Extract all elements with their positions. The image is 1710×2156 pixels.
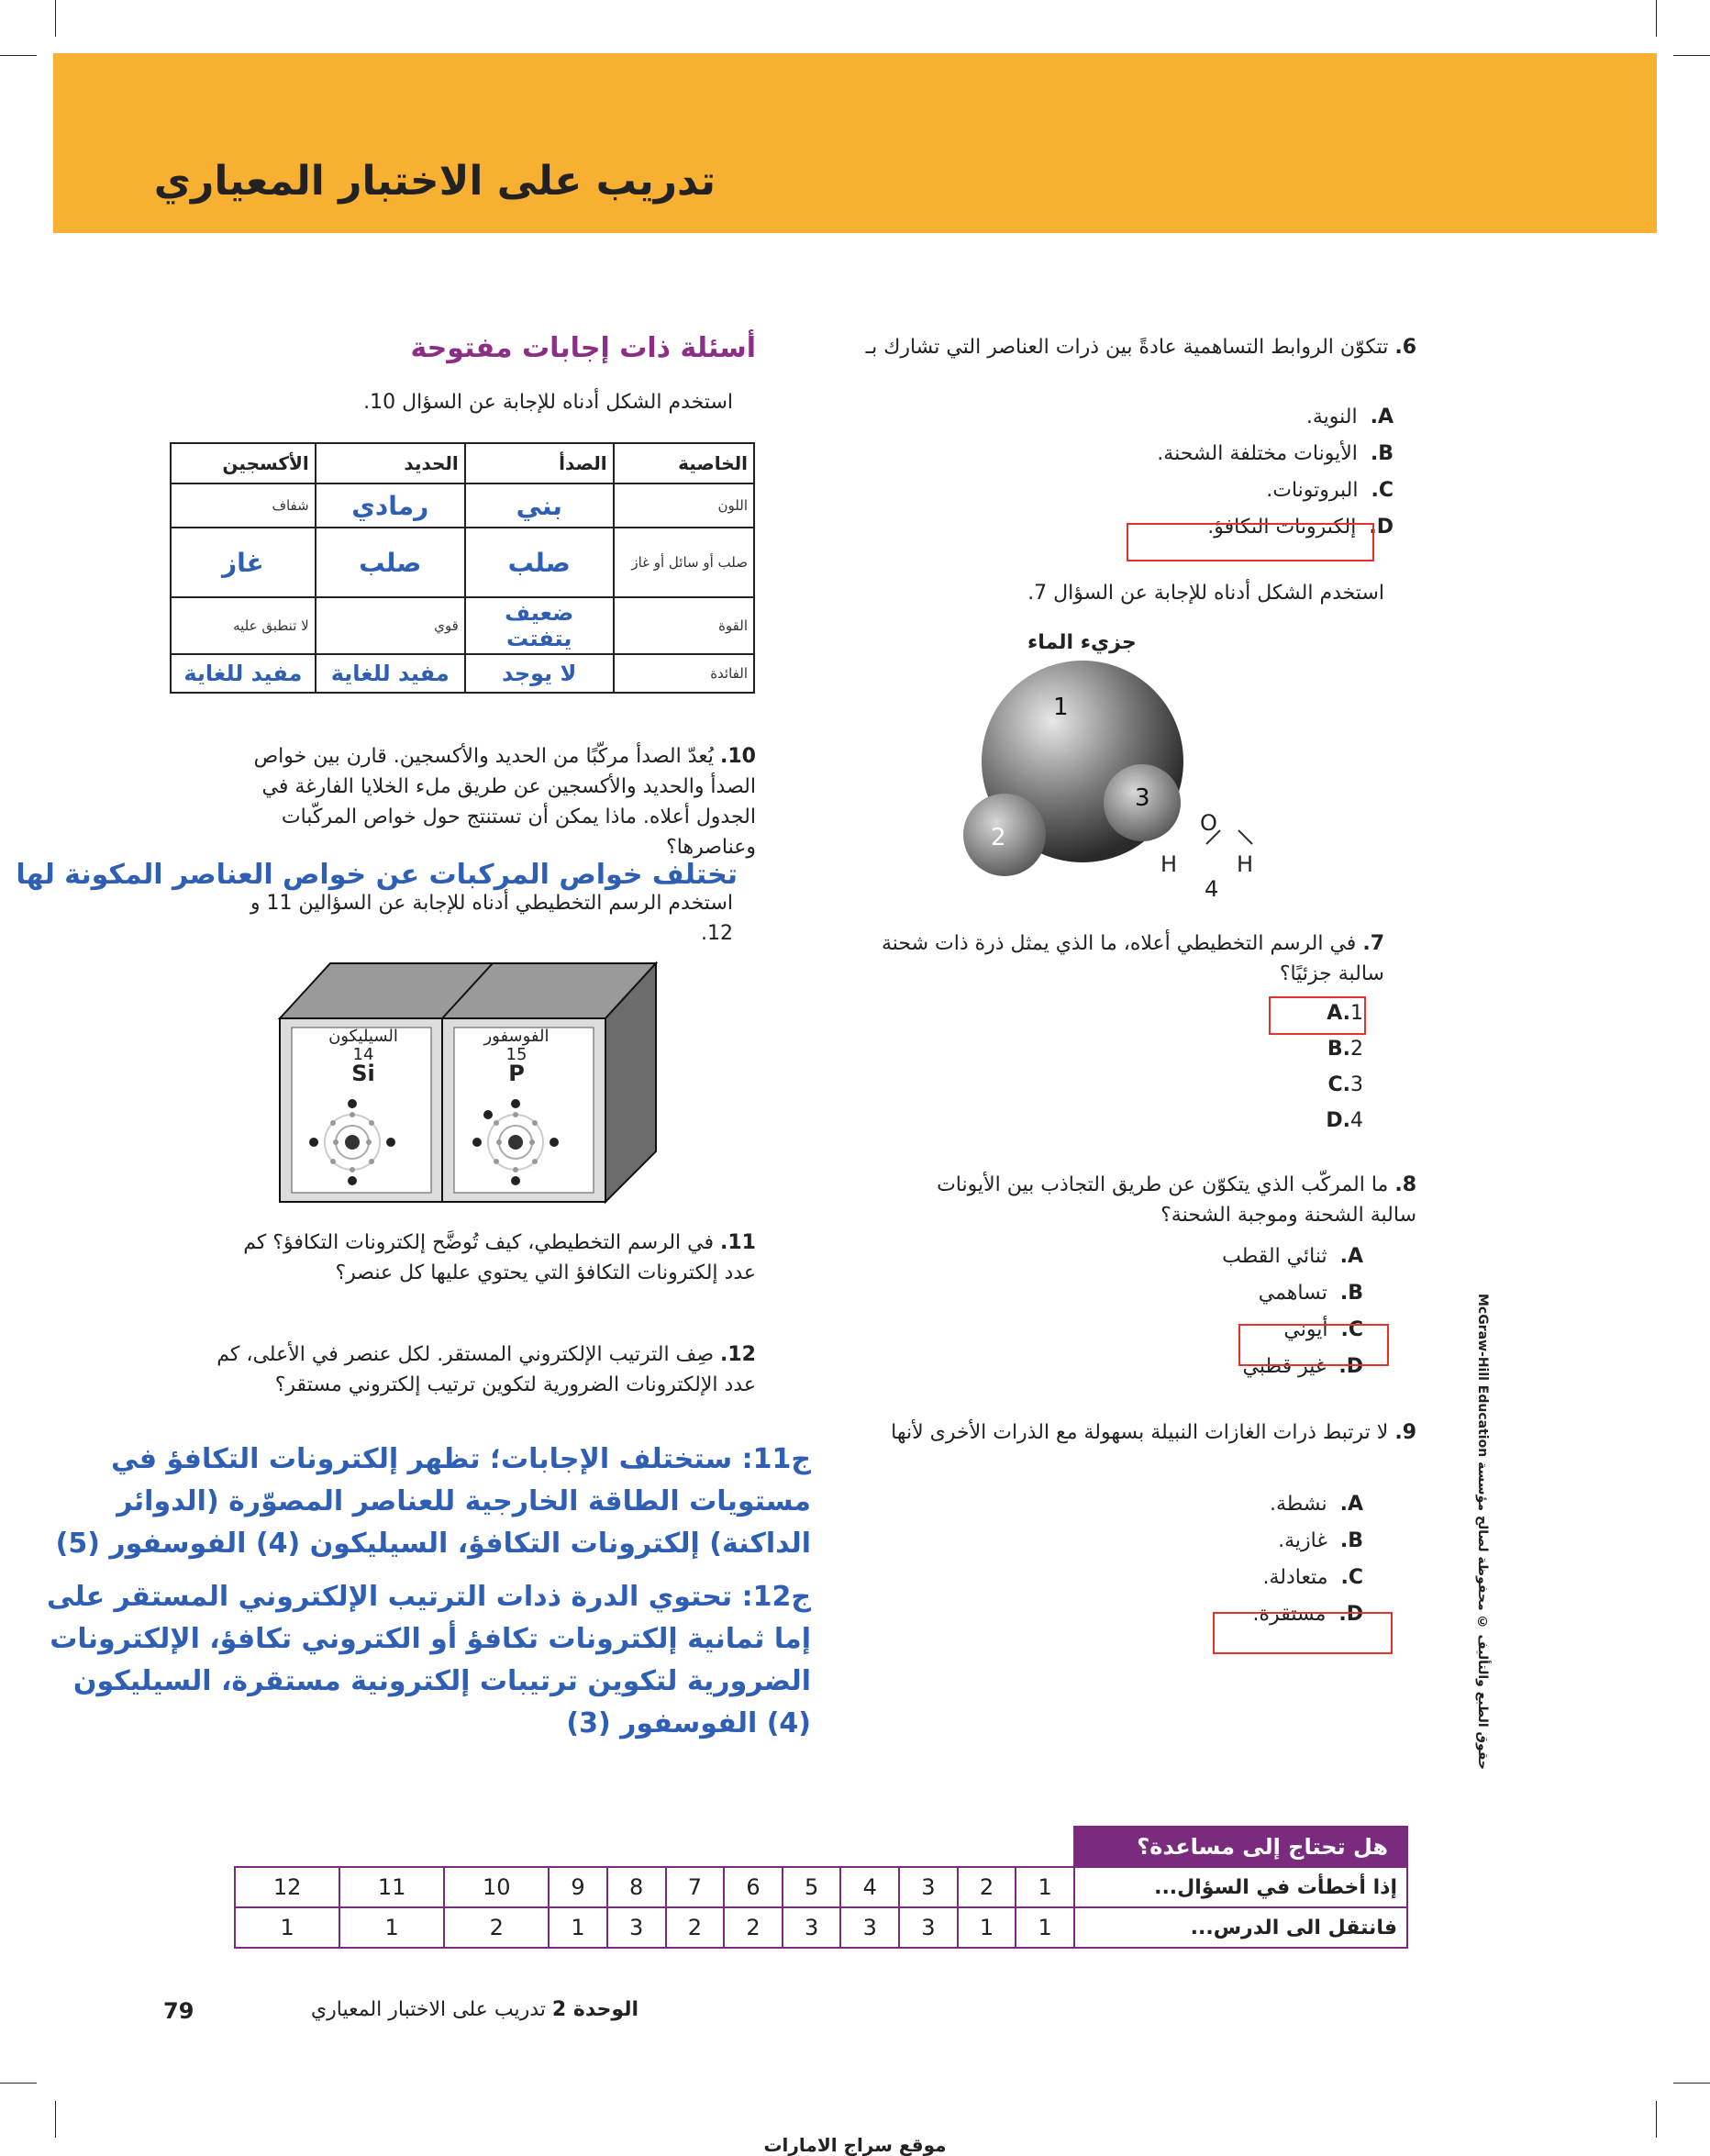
- help-question-cell: 11: [339, 1867, 444, 1907]
- help-row-label: إذا أخطأت في السؤال...: [1074, 1867, 1407, 1907]
- help-lesson-cell: 2: [724, 1907, 783, 1948]
- help-row-label: فانتقل الى الدرس...: [1074, 1907, 1407, 1948]
- label-2: 2: [991, 824, 1006, 851]
- table-cell-answer: لا يوجد: [465, 654, 614, 693]
- help-lesson-cell: 1: [958, 1907, 1016, 1948]
- table-header: الحديد: [316, 443, 465, 483]
- help-lesson-cell: 3: [899, 1907, 958, 1948]
- option[interactable]: D.4: [1326, 1109, 1363, 1132]
- o-symbol: O: [1200, 810, 1217, 836]
- table-cell-answer: مفيد للغاية: [316, 654, 465, 693]
- diagram-intro: استخدم الرسم التخطيطي أدناه للإجابة عن السؤالين 11 و 12.: [250, 892, 733, 945]
- q6-options: [1157, 404, 1394, 541]
- table-header: الصدأ: [465, 443, 614, 483]
- table-header: الأكسجين: [171, 443, 316, 483]
- help-title: هل تحتاج إلى مساعدة؟: [1074, 1827, 1407, 1867]
- option[interactable]: D.إلكترونات التكافؤ.: [1207, 516, 1394, 539]
- answer-highlight: [1238, 1324, 1389, 1366]
- label-1: 1: [1053, 694, 1069, 721]
- h-symbol: H: [1160, 851, 1178, 877]
- help-lesson-cell: 2: [444, 1907, 549, 1948]
- help-question-cell: 5: [783, 1867, 841, 1907]
- help-question-cell: 3: [899, 1867, 958, 1907]
- table-header: الخاصية: [614, 443, 754, 483]
- answer-highlight: [1269, 996, 1366, 1035]
- option[interactable]: A.نشطة.: [1270, 1493, 1363, 1516]
- option[interactable]: C.أيوني: [1283, 1318, 1363, 1341]
- table-cell-answer: رمادي: [316, 483, 465, 528]
- answer-12: ج12: تحتوي الدرة ذدات الترتيب الإلكتروني المستقر على إما ثمانية إلكترونات تكافؤ أو الكتروني تكافؤ، الإلكترونات الضرورية لتكوين ترتيبات إلكترونية مستقرة، السيليكون (4) الفوسفور (3): [46, 1581, 811, 1739]
- table-cell: الفائدة: [614, 654, 754, 693]
- option[interactable]: A.ثنائي القطب: [1222, 1245, 1363, 1268]
- option[interactable]: A.النوية.: [1305, 406, 1394, 428]
- properties-table: [170, 442, 755, 694]
- q7-intro: استخدم الشكل أدناه للإجابة عن السؤال 7.: [1027, 582, 1384, 605]
- help-lesson-cell: 3: [783, 1907, 841, 1948]
- si-label: السيليكون 14 Si: [328, 1027, 398, 1086]
- si-p-cube-diagram: [275, 959, 661, 1206]
- help-question-cell: 1: [1016, 1867, 1074, 1907]
- h-symbol: H: [1237, 851, 1254, 877]
- table-cell-answer: غاز: [171, 528, 316, 597]
- help-question-cell: 12: [235, 1867, 339, 1907]
- option[interactable]: D.مستقرة.: [1252, 1603, 1363, 1626]
- label-3: 3: [1135, 784, 1150, 812]
- help-question-cell: 2: [958, 1867, 1016, 1907]
- help-question-cell: 8: [607, 1867, 666, 1907]
- question-12: 12. صِف الترتيب الإلكتروني المستقر. لكل عنصر في الأعلى، كم عدد الإلكترونات الضرورية لتكوين ترتيب إلكتروني مستقر؟: [217, 1343, 756, 1396]
- help-lesson-cell: 1: [339, 1907, 444, 1948]
- table-cell-answer: مفيد للغاية: [171, 654, 316, 693]
- section-title: أسئلة ذات إجابات مفتوحة: [410, 332, 756, 364]
- water-title: جزيء الماء: [1027, 631, 1137, 654]
- publisher-side-text: McGraw-Hill Education حقوق الطبع والتأليف © محفوظة لصالح مؤسسة: [1475, 1294, 1490, 1771]
- help-question-cell: 7: [666, 1867, 725, 1907]
- footer-unit: الوحدة 2 تدريب على الاختبار المعياري: [310, 1998, 638, 2021]
- table-cell-answer: صلب: [316, 528, 465, 597]
- option[interactable]: B.تساهمي: [1258, 1282, 1363, 1305]
- header-band: [53, 53, 1657, 233]
- question-9: 9. لا ترتبط ذرات الغازات النبيلة بسهولة مع الذرات الأخرى لأنها: [891, 1421, 1416, 1444]
- table-cell-answer: ضعيف يتفتت: [465, 597, 614, 654]
- help-lesson-cell: 3: [840, 1907, 899, 1948]
- footer-site: موقع سراج الامارات: [763, 2134, 947, 2156]
- q10-answer: تختلف خواص المركبات عن خواص العناصر المكونة لها: [16, 859, 738, 891]
- table-cell: القوة: [614, 597, 754, 654]
- answer-11: ج11: ستختلف الإجابات؛ تظهر إلكترونات التكافؤ في مستويات الطاقة الخارجية للعناصر المصوّرة (الدوائر الداكنة) إلكترونات التكافؤ، السيليكون (4) الفوسفور (5): [55, 1443, 811, 1560]
- option[interactable]: B.الأيونات مختلفة الشحنة.: [1157, 442, 1394, 465]
- p-label: الفوسفور 15 P: [483, 1027, 550, 1086]
- help-question-cell: 9: [549, 1867, 607, 1907]
- question-11: 11. في الرسم التخطيطي، كيف تُوضَّح إلكترونات التكافؤ؟ كم عدد إلكترونات التكافؤ التي يحتوي عليها كل عنصر؟: [243, 1231, 756, 1284]
- option[interactable]: C.متعادلة.: [1262, 1566, 1363, 1589]
- option[interactable]: C.البروتونات.: [1266, 479, 1394, 502]
- option[interactable]: D.غير قطبي: [1242, 1355, 1363, 1378]
- table-cell: اللون: [614, 483, 754, 528]
- help-question-cell: 6: [724, 1867, 783, 1907]
- option[interactable]: B.غازية.: [1278, 1529, 1363, 1552]
- help-question-cell: 4: [840, 1867, 899, 1907]
- table-cell-answer: صلب: [465, 528, 614, 597]
- answer-highlight: [1213, 1612, 1393, 1654]
- help-lesson-cell: 3: [607, 1907, 666, 1948]
- page-number: 79: [163, 1998, 194, 2024]
- answer-highlight: [1127, 523, 1374, 561]
- table-cell: قوي: [316, 597, 465, 654]
- table-cell-answer: بني: [465, 483, 614, 528]
- label-4: 4: [1205, 876, 1219, 902]
- help-lesson-cell: 2: [666, 1907, 725, 1948]
- option[interactable]: B.2: [1327, 1038, 1363, 1061]
- table-cell: لا تنطبق عليه: [171, 597, 316, 654]
- help-lesson-cell: 1: [1016, 1907, 1074, 1948]
- table-cell: شفاف: [171, 483, 316, 528]
- help-lesson-cell: 1: [235, 1907, 339, 1948]
- table-intro: استخدم الشكل أدناه للإجابة عن السؤال 10.: [363, 391, 733, 414]
- table-cell: صلب أو سائل أو غاز: [614, 528, 754, 597]
- q9-options: [1253, 1491, 1363, 1628]
- option[interactable]: A.1: [1327, 1002, 1363, 1025]
- help-question-cell: 10: [444, 1867, 549, 1907]
- option[interactable]: C.3: [1327, 1073, 1363, 1096]
- help-table: [234, 1826, 1408, 1949]
- question-7: 7. في الرسم التخطيطي أعلاه، ما الذي يمثل ذرة ذات شحنة سالبة جزئيًا؟: [881, 932, 1384, 985]
- page-title: تدريب على الاختبار المعياري: [153, 158, 716, 205]
- question-6: 6. تتكوّن الروابط التساهمية عادةً بين ذرات العناصر التي تشارك بـ: [865, 336, 1416, 359]
- help-lesson-cell: 1: [549, 1907, 607, 1948]
- question-10: 10. يُعدّ الصدأ مركّبًا من الحديد والأكسجين. قارن بين خواص الصدأ والحديد والأكسجين عن طريق ملء الخلايا الفارغة في الجدول أعلاه. ماذا يمكن أن تستنتج حول خواص المركّبات وعناصرها؟: [253, 745, 756, 859]
- question-8: 8. ما المركّب الذي يتكوّن عن طريق التجاذب بين الأيونات سالبة الشحنة وموجبة الشحنة؟: [937, 1173, 1416, 1227]
